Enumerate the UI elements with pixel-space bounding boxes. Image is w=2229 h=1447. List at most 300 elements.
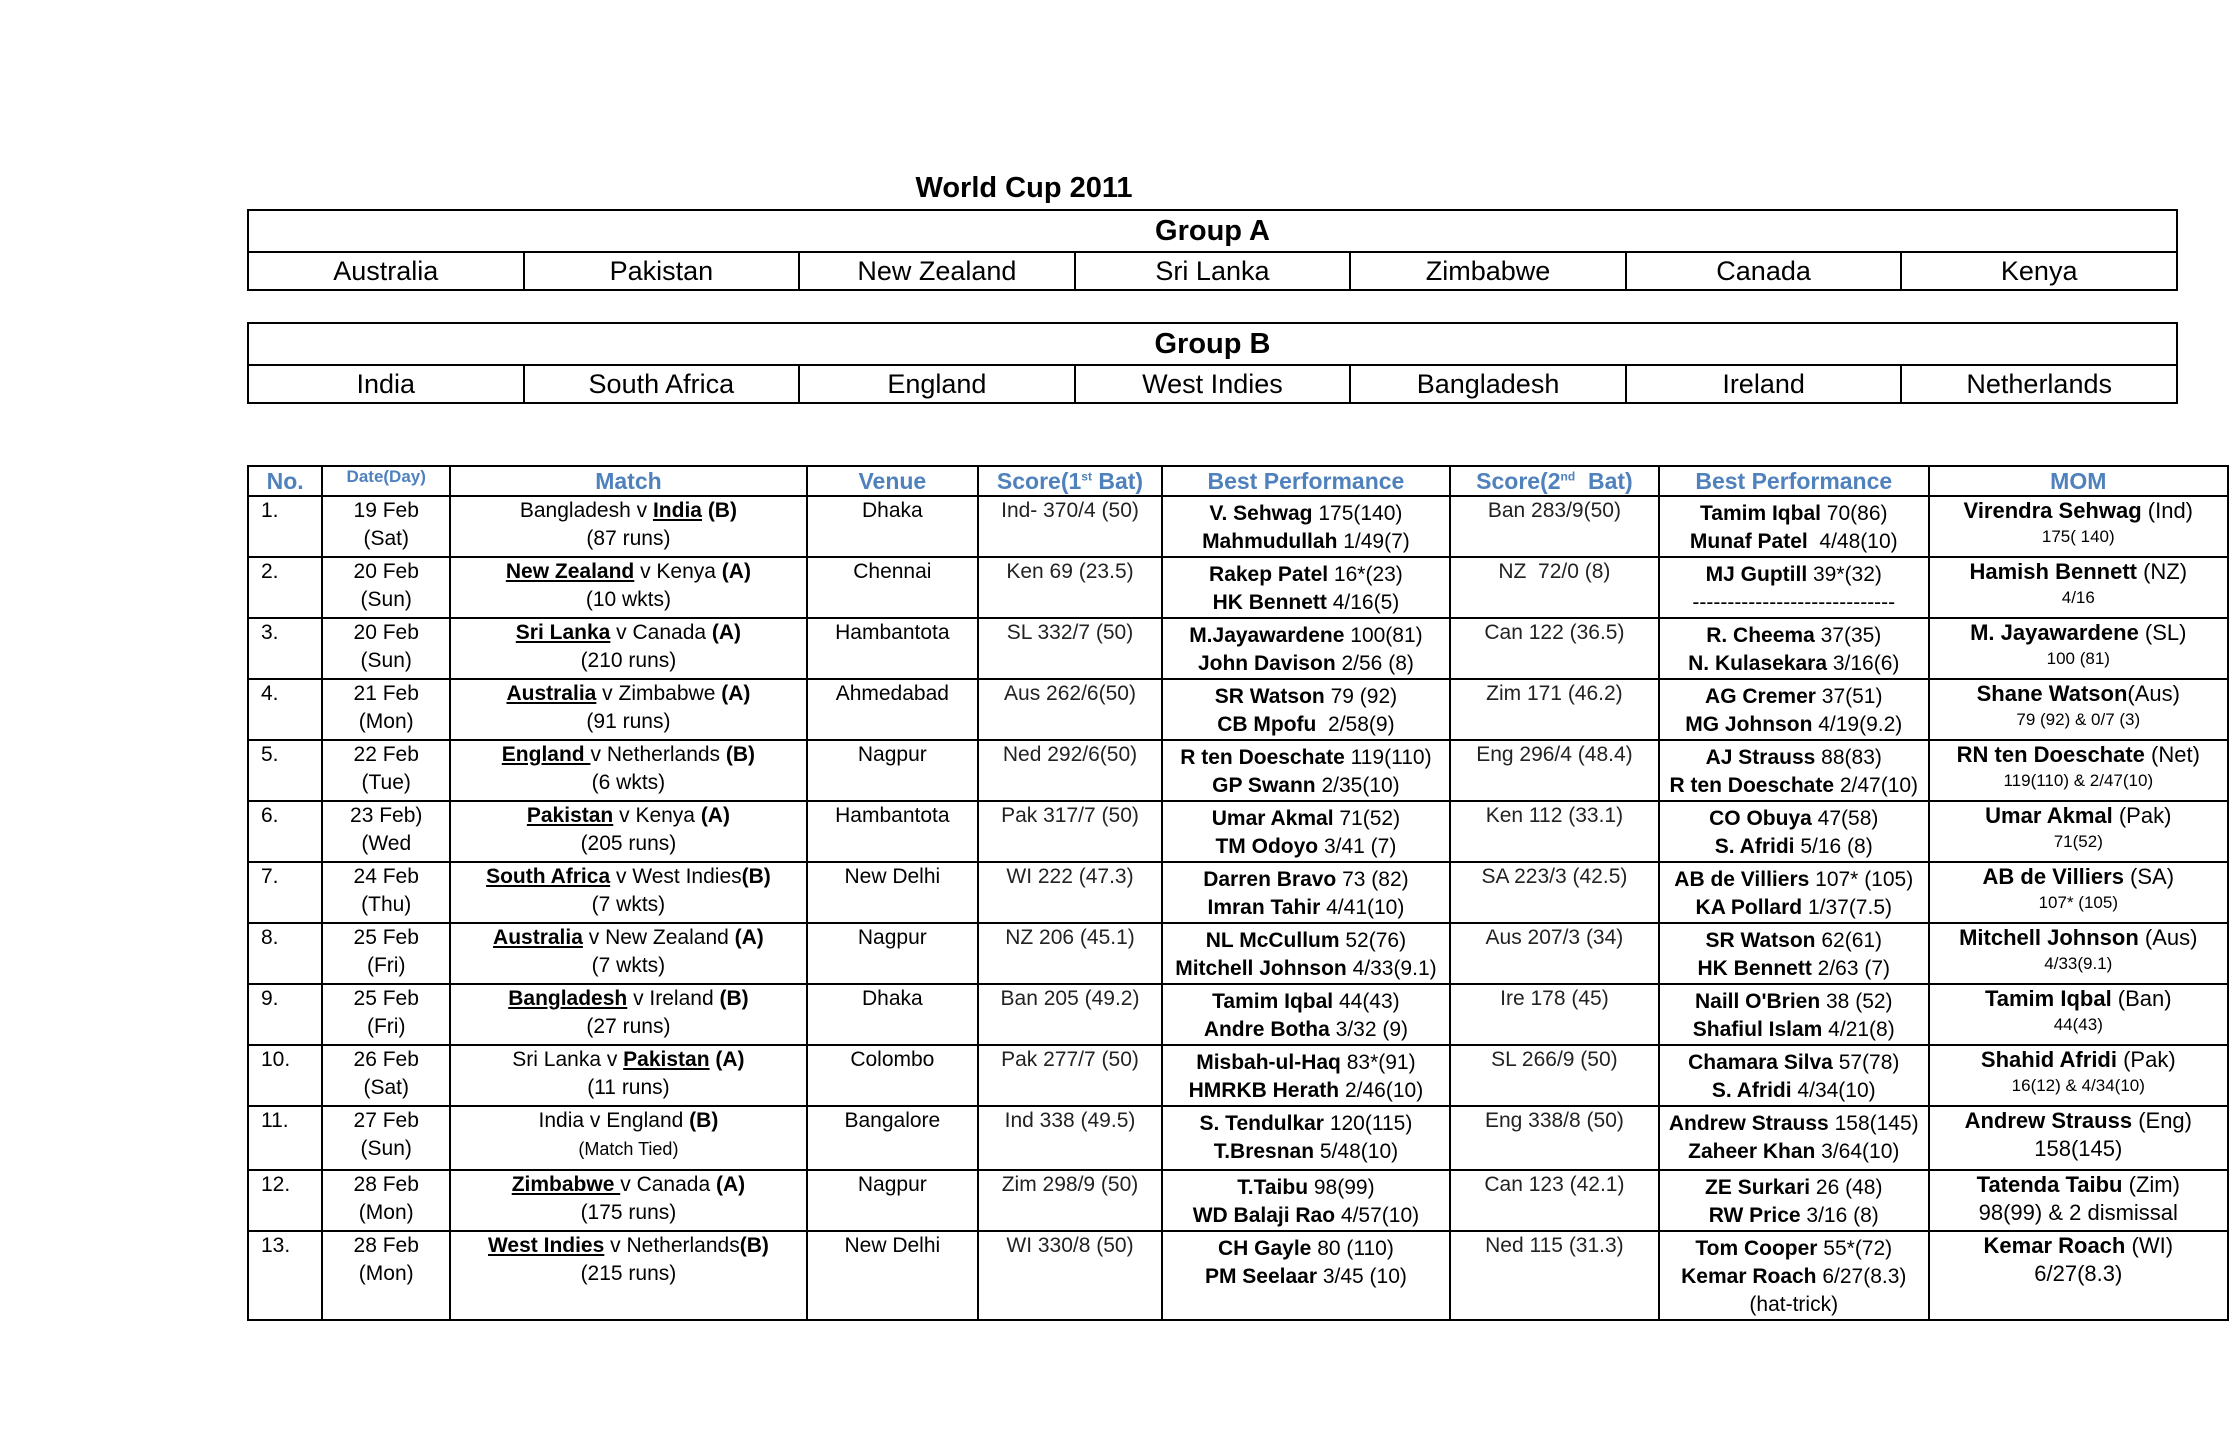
mom-cell <box>1929 496 2228 557</box>
mom-detail: 4/33(9.1) <box>2044 954 2113 973</box>
mom-name: Tatenda Taibu <box>1976 1172 2123 1197</box>
header-score-1st <box>978 466 1162 496</box>
player-figures: 57(78) <box>1832 1051 1900 1074</box>
match-cell <box>450 496 806 557</box>
performance-line <box>1167 833 1445 861</box>
match-teams <box>455 863 801 891</box>
group-a-team: New Zealand <box>799 252 1075 290</box>
player-figures: 4/34(10) <box>1791 1079 1876 1102</box>
player-figures: 62(61) <box>1815 929 1883 952</box>
match-venue: Chennai <box>807 557 978 618</box>
day-text: (Sun) <box>360 588 412 611</box>
team-1: Pakistan <box>526 804 614 827</box>
player-figures: 16*(23) <box>1328 563 1403 586</box>
performance-line <box>1167 711 1445 739</box>
best-performance-1 <box>1162 1170 1450 1231</box>
match-cell <box>450 557 806 618</box>
player-figures: 2/63 (7) <box>1811 957 1891 980</box>
score-1st: Pak 317/7 (50) <box>978 801 1162 862</box>
score-1st: Ban 205 (49.2) <box>978 984 1162 1045</box>
match-number: 10. <box>248 1045 322 1106</box>
performance-line <box>1664 927 1924 955</box>
player-name: Naill O'Brien <box>1694 990 1821 1013</box>
match-body <box>248 496 2228 1320</box>
player-figures: 71(52) <box>1333 807 1401 830</box>
date-text: 20 Feb <box>353 621 419 644</box>
day-text: (Sat) <box>363 527 409 550</box>
mom-team: (Ind) <box>2141 498 2194 523</box>
performance-line <box>1167 1174 1445 1202</box>
score-1st: Aus 262/6(50) <box>978 679 1162 740</box>
mom-detail: 100 (81) <box>2046 649 2110 668</box>
match-date <box>322 862 450 923</box>
player-name: Mitchell Johnson <box>1175 957 1347 980</box>
table-row <box>248 740 2228 801</box>
match-date <box>322 923 450 984</box>
match-number: 6. <box>248 801 322 862</box>
mom-player <box>1934 741 2223 769</box>
score-2nd: SA 223/3 (42.5) <box>1450 862 1659 923</box>
mom-team: (Eng) <box>2132 1108 2192 1133</box>
date-text: 28 Feb <box>353 1234 419 1257</box>
player-figures: 3/45 (10) <box>1317 1265 1407 1288</box>
match-venue: Dhaka <box>807 496 978 557</box>
performance-line <box>1664 622 1924 650</box>
score-1st: Ned 292/6(50) <box>978 740 1162 801</box>
mom-cell <box>1929 984 2228 1045</box>
match-teams <box>455 619 801 647</box>
player-name: T.Taibu <box>1237 1176 1309 1199</box>
player-figures: 26 (48) <box>1810 1176 1883 1199</box>
team-2: Kenya <box>656 560 716 583</box>
group-a-team: Canada <box>1626 252 1902 290</box>
player-figures: 37(51) <box>1815 685 1883 708</box>
match-teams <box>455 558 801 586</box>
player-figures: 4/21(8) <box>1822 1018 1895 1041</box>
performance-line <box>1167 589 1445 617</box>
performance-line <box>1664 500 1924 528</box>
player-name: Chamara Silva <box>1688 1051 1833 1074</box>
player-figures: 120(115) <box>1323 1112 1413 1135</box>
versus: v <box>590 743 607 766</box>
date-text: 21 Feb <box>353 682 419 705</box>
match-teams <box>455 1171 801 1199</box>
mom-name: RN ten Doeschate <box>1956 742 2145 767</box>
player-name: GP Swann <box>1212 774 1316 797</box>
player-figures: 79 (92) <box>1324 685 1398 708</box>
player-name: ZE Surkari <box>1705 1176 1811 1199</box>
match-teams <box>455 1232 801 1260</box>
match-result: (205 runs) <box>580 832 677 855</box>
performance-line <box>1167 561 1445 589</box>
table-row <box>248 1231 2228 1320</box>
performance-line <box>1664 683 1924 711</box>
performance-line <box>1167 1077 1445 1105</box>
performance-line <box>1167 1138 1445 1166</box>
player-name: R ten Doeschate <box>1669 774 1834 797</box>
player-figures: 2/35(10) <box>1315 774 1400 797</box>
header-score-1st-text: Score(1 <box>996 467 1082 494</box>
match-venue: New Delhi <box>807 1231 978 1320</box>
player-name: SR Watson <box>1214 685 1325 708</box>
match-number: 5. <box>248 740 322 801</box>
header-mom: MOM <box>1929 466 2228 496</box>
team-1: India <box>538 1109 585 1132</box>
performance-line <box>1167 927 1445 955</box>
match-date <box>322 984 450 1045</box>
header-date: Date(Day) <box>322 466 450 496</box>
match-cell <box>450 1170 806 1231</box>
performance-line <box>1664 528 1924 556</box>
player-name: AJ Strauss <box>1705 746 1816 769</box>
best-performance-2 <box>1659 923 1929 984</box>
team-2: Zimbabwe <box>618 682 716 705</box>
player-figures: 98(99) <box>1308 1176 1375 1199</box>
day-text: (Fri) <box>366 1015 406 1038</box>
player-name: Kemar Roach <box>1681 1265 1817 1288</box>
mom-cell <box>1929 862 2228 923</box>
match-date <box>322 557 450 618</box>
performance-line <box>1664 894 1924 922</box>
performance-line <box>1664 772 1924 800</box>
mom-cell <box>1929 923 2228 984</box>
header-no: No. <box>248 466 322 496</box>
date-text: 25 Feb <box>353 987 419 1010</box>
team-2: India <box>652 499 702 522</box>
player-name: NL McCullum <box>1205 929 1340 952</box>
match-result: (10 wkts) <box>585 588 672 611</box>
team-2: England <box>606 1109 684 1132</box>
player-figures: 2/58(9) <box>1316 713 1395 736</box>
performance-line <box>1664 1049 1924 1077</box>
player-figures: 38 (52) <box>1820 990 1893 1013</box>
player-figures: 83*(91) <box>1340 1051 1416 1074</box>
performance-line <box>1167 805 1445 833</box>
match-teams <box>455 1107 801 1135</box>
group-code: (A) <box>694 804 730 827</box>
group-b-table <box>247 322 2178 404</box>
match-date <box>322 1106 450 1170</box>
mom-team: (Aus) <box>2127 681 2180 706</box>
team-2: West Indies <box>632 865 742 888</box>
match-result: (7 wkts) <box>591 893 666 916</box>
header-score-2nd-sup: nd <box>1560 468 1576 483</box>
player-name: Misbah-ul-Haq <box>1196 1051 1341 1074</box>
best-performance-1 <box>1162 801 1450 862</box>
table-row <box>248 1106 2228 1170</box>
match-result: (91 runs) <box>586 710 671 733</box>
versus: v <box>627 987 650 1010</box>
mom-team: (Ban) <box>2111 986 2172 1011</box>
match-date <box>322 740 450 801</box>
mom-player <box>1934 680 2223 708</box>
table-row <box>248 923 2228 984</box>
match-result: (6 wkts) <box>591 771 666 794</box>
player-figures: 4/19(9.2) <box>1812 713 1903 736</box>
player-name: MJ Guptill <box>1705 563 1808 586</box>
table-row <box>248 496 2228 557</box>
match-cell <box>450 801 806 862</box>
best-performance-2 <box>1659 679 1929 740</box>
match-result: (7 wkts) <box>591 954 666 977</box>
player-figures: 6/27(8.3) <box>1816 1265 1907 1288</box>
mom-name: Andrew Strauss <box>1964 1108 2133 1133</box>
mom-name: AB de Villiers <box>1982 864 2124 889</box>
performance-line <box>1664 866 1924 894</box>
match-venue: Hambantota <box>807 801 978 862</box>
match-venue: Hambantota <box>807 618 978 679</box>
mom-name: Shane Watson <box>1976 681 2128 706</box>
match-result: (11 runs) <box>587 1076 670 1099</box>
team-2: Canada <box>632 621 707 644</box>
page-title: World Cup 2011 <box>915 172 1133 204</box>
player-name: AB de Villiers <box>1674 868 1810 891</box>
performance-line <box>1167 622 1445 650</box>
player-figures: 3/16 (8) <box>1800 1204 1879 1227</box>
group-b-team: England <box>799 365 1075 403</box>
match-cell <box>450 923 806 984</box>
match-teams <box>455 924 801 952</box>
group-code: (A) <box>710 1173 746 1196</box>
performance-line <box>1664 1138 1924 1166</box>
match-result: (215 runs) <box>580 1262 677 1285</box>
team-1: Bangladesh <box>519 499 631 522</box>
team-2: Pakistan <box>623 1048 710 1071</box>
score-2nd: Eng 296/4 (48.4) <box>1450 740 1659 801</box>
mom-player <box>1934 1171 2223 1199</box>
day-text: (Fri) <box>366 954 406 977</box>
team-1: Sri Lanka <box>515 621 611 644</box>
team-1: Zimbabwe <box>511 1173 621 1196</box>
mom-team: (Aus) <box>2138 925 2198 950</box>
player-figures: 5/48(10) <box>1314 1140 1399 1163</box>
date-text: 23 Feb) <box>350 804 423 827</box>
versus: v <box>613 804 636 827</box>
header-match: Match <box>450 466 806 496</box>
date-text: 26 Feb <box>353 1048 419 1071</box>
header-venue: Venue <box>807 466 978 496</box>
mom-team: (SA) <box>2123 864 2175 889</box>
group-b-team: Bangladesh <box>1350 365 1626 403</box>
team-1: West Indies <box>487 1234 605 1257</box>
day-text: (Tue) <box>361 771 411 794</box>
performance-line <box>1664 650 1924 678</box>
mom-detail: 44(43) <box>2053 1015 2103 1034</box>
day-text: (Mon) <box>358 1262 414 1285</box>
match-teams <box>455 1046 801 1074</box>
mom-cell <box>1929 679 2228 740</box>
versus: v <box>604 1234 627 1257</box>
table-row <box>248 801 2228 862</box>
performance-line <box>1167 650 1445 678</box>
player-name: S. Tendulkar <box>1199 1112 1324 1135</box>
team-1: Australia <box>493 926 583 949</box>
player-figures: 119(110) <box>1344 746 1432 769</box>
player-figures: 55*(72) <box>1817 1237 1893 1260</box>
match-venue: Nagpur <box>807 923 978 984</box>
match-number: 7. <box>248 862 322 923</box>
versus: v <box>596 682 619 705</box>
match-date <box>322 496 450 557</box>
player-figures: 4/33(9.1) <box>1346 957 1437 980</box>
player-name: HK Bennett <box>1212 591 1327 614</box>
team-2: Netherlands <box>606 743 721 766</box>
match-venue: Nagpur <box>807 1170 978 1231</box>
player-name: Zaheer Khan <box>1688 1140 1816 1163</box>
group-b-team: South Africa <box>524 365 800 403</box>
best-performance-2 <box>1659 618 1929 679</box>
date-text: 24 Feb <box>353 865 419 888</box>
team-2: Ireland <box>649 987 714 1010</box>
mom-cell <box>1929 1106 2228 1170</box>
best-performance-1 <box>1162 618 1450 679</box>
score-2nd: Ire 178 (45) <box>1450 984 1659 1045</box>
player-figures: 52(76) <box>1339 929 1407 952</box>
team-1: Bangladesh <box>508 987 628 1010</box>
versus: v <box>620 1173 637 1196</box>
player-name: CB Mpofu <box>1217 713 1317 736</box>
mom-name: M. Jayawardene <box>1970 620 2139 645</box>
performance-line <box>1167 1263 1445 1291</box>
best-performance-2 <box>1659 801 1929 862</box>
match-teams <box>455 985 801 1013</box>
performance-line <box>1167 988 1445 1016</box>
mom-name: Umar Akmal <box>1985 803 2113 828</box>
mom-cell <box>1929 801 2228 862</box>
match-venue: Ahmedabad <box>807 679 978 740</box>
table-row <box>248 1045 2228 1106</box>
player-figures: 2/46(10) <box>1339 1079 1424 1102</box>
best-performance-2 <box>1659 862 1929 923</box>
mom-player <box>1934 619 2223 647</box>
player-name: AG Cremer <box>1705 685 1816 708</box>
mom-player <box>1934 1232 2223 1260</box>
match-result: (27 runs) <box>586 1015 671 1038</box>
performance-line <box>1167 1016 1445 1044</box>
team-1: Sri Lanka <box>512 1048 601 1071</box>
performance-line <box>1167 894 1445 922</box>
header-score-2nd-tail: Bat) <box>1575 467 1633 494</box>
player-name: WD Balaji Rao <box>1192 1204 1336 1227</box>
match-teams <box>455 741 801 769</box>
best-performance-1 <box>1162 1045 1450 1106</box>
group-code: (A) <box>715 682 751 705</box>
mom-name: Virendra Sehwag <box>1963 498 2142 523</box>
header-best-2: Best Performance <box>1659 466 1929 496</box>
match-venue: Dhaka <box>807 984 978 1045</box>
player-figures: 73 (82) <box>1336 868 1409 891</box>
performance-line <box>1664 988 1924 1016</box>
player-name: Rakep Patel <box>1209 563 1329 586</box>
player-figures: 47(58) <box>1811 807 1879 830</box>
group-code: (A) <box>709 1048 745 1071</box>
performance-line <box>1167 866 1445 894</box>
match-result: (175 runs) <box>580 1201 677 1224</box>
date-text: 20 Feb <box>353 560 419 583</box>
mom-player <box>1934 985 2223 1013</box>
player-name: R. Cheema <box>1706 624 1815 647</box>
match-number: 2. <box>248 557 322 618</box>
mom-team: (Pak) <box>2116 1047 2176 1072</box>
mom-detail: 16(12) & 4/34(10) <box>2011 1076 2145 1095</box>
player-name: CO Obuya <box>1709 807 1812 830</box>
mom-detail: 175( 140) <box>2041 527 2115 546</box>
group-b-heading: Group B <box>248 323 2177 365</box>
player-figures: ----------------------------- <box>1692 591 1896 614</box>
team-1: England <box>501 743 591 766</box>
player-name: M.Jayawardene <box>1189 624 1345 647</box>
performance-line <box>1167 1110 1445 1138</box>
group-code: (B) <box>741 865 771 888</box>
player-name: Tamim Iqbal <box>1700 502 1821 525</box>
score-1st: WI 330/8 (50) <box>978 1231 1162 1320</box>
player-figures: 1/37(7.5) <box>1802 896 1892 919</box>
best-performance-1 <box>1162 557 1450 618</box>
mom-detail: 119(110) & 2/47(10) <box>2003 771 2154 790</box>
table-row <box>248 862 2228 923</box>
player-figures: 107* (105) <box>1809 868 1914 891</box>
mom-player <box>1934 1107 2223 1135</box>
day-text: (Thu) <box>361 893 412 916</box>
match-cell <box>450 984 806 1045</box>
mom-cell <box>1929 1170 2228 1231</box>
player-name: TM Odoyo <box>1215 835 1319 858</box>
score-2nd: NZ 72/0 (8) <box>1450 557 1659 618</box>
group-a-team: Australia <box>248 252 524 290</box>
player-name: MG Johnson <box>1685 713 1813 736</box>
performance-line <box>1664 833 1924 861</box>
group-code: (B) <box>701 499 737 522</box>
match-teams <box>455 802 801 830</box>
best-performance-2 <box>1659 1231 1929 1320</box>
group-code: (A) <box>728 926 764 949</box>
versus: v <box>582 926 606 949</box>
group-code: (B) <box>683 1109 719 1132</box>
day-text: (Wed <box>361 832 412 855</box>
performance-line <box>1664 561 1924 589</box>
team-2: New Zealand <box>605 926 729 949</box>
team-1: New Zealand <box>505 560 635 583</box>
player-figures: 5/16 (8) <box>1794 835 1873 858</box>
performance-line <box>1664 955 1924 983</box>
mom-team: (Zim) <box>2122 1172 2180 1197</box>
player-name: John Davison <box>1197 652 1336 675</box>
score-1st: Ind 338 (49.5) <box>978 1106 1162 1170</box>
performance-line <box>1167 1202 1445 1230</box>
player-figures: 88(83) <box>1815 746 1882 769</box>
match-date <box>322 801 450 862</box>
performance-line <box>1664 1016 1924 1044</box>
team-1: Australia <box>506 682 597 705</box>
table-row <box>248 1170 2228 1231</box>
table-row <box>248 984 2228 1045</box>
mom-cell <box>1929 557 2228 618</box>
score-1st: Pak 277/7 (50) <box>978 1045 1162 1106</box>
group-a-heading: Group A <box>248 210 2177 252</box>
player-figures: 158(145) <box>1828 1112 1919 1135</box>
table-row <box>248 557 2228 618</box>
performance-line <box>1664 1110 1924 1138</box>
team-2: Netherlands <box>626 1234 740 1257</box>
player-name: R ten Doeschate <box>1180 746 1345 769</box>
performance-line <box>1167 744 1445 772</box>
team-2: Canada <box>636 1173 711 1196</box>
mom-team: (NZ) <box>2136 559 2188 584</box>
player-name: CH Gayle <box>1217 1237 1312 1260</box>
best-performance-1 <box>1162 984 1450 1045</box>
team-2: Kenya <box>635 804 695 827</box>
group-code: (B) <box>720 743 756 766</box>
